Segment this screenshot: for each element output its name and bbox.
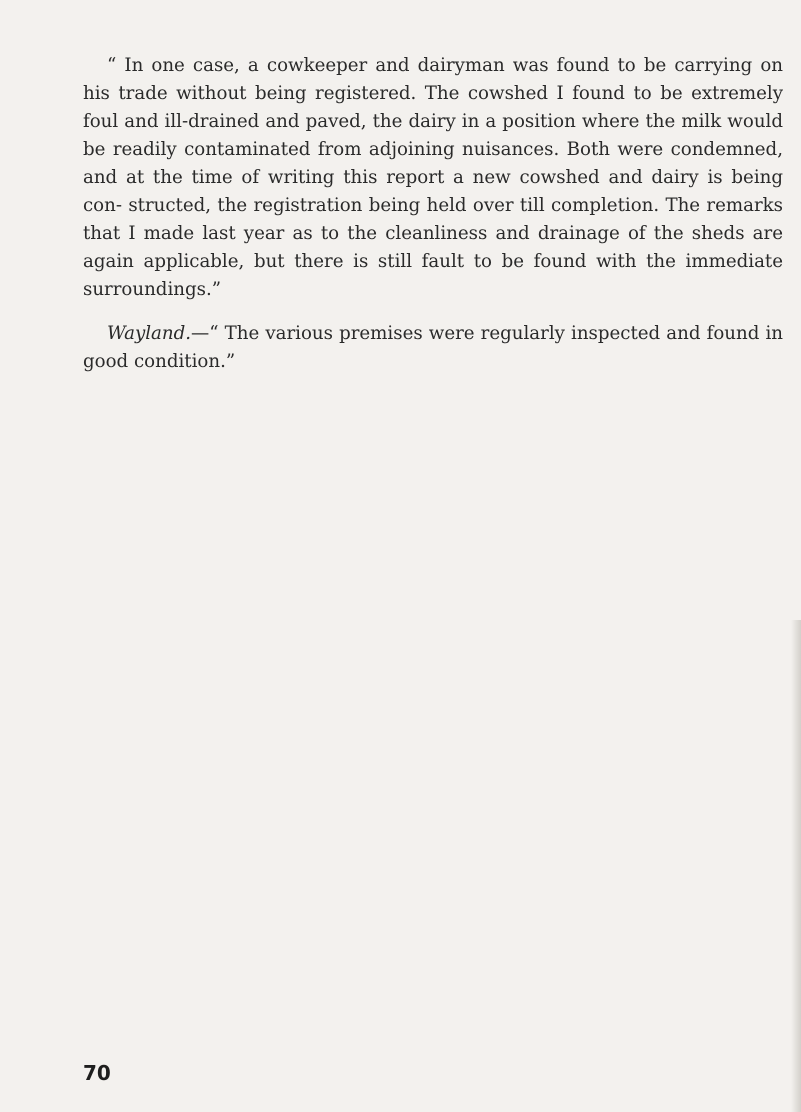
- paragraph-wayland: [83, 320, 783, 376]
- paragraph-cowkeeper-case: “ In one case, a cowkeeper and dairyman was found to be carrying on his trade without being registered. The cowshed I found to be extremely foul and ill-drained and paved, the dairy in a position where the milk would be readily contaminated from adjoining nuisances. Both were condemned, and at the time of writing this report a new cowshed and dairy is being con- structed, the registration being held over till completion. The remarks that I made last year as to the cleanliness and drainage of the sheds are again applicable, but there is still fault to be found with the immediate surroundings.”: [83, 55, 783, 300]
- page-number: 70: [83, 1061, 111, 1085]
- body-text: [83, 52, 783, 376]
- paragraph-wayland-text: —“ The various premises were regularly inspected and found in good condition.”: [83, 323, 783, 372]
- page-edge-shadow: [791, 620, 801, 1112]
- place-name-wayland: Wayland.: [107, 323, 192, 344]
